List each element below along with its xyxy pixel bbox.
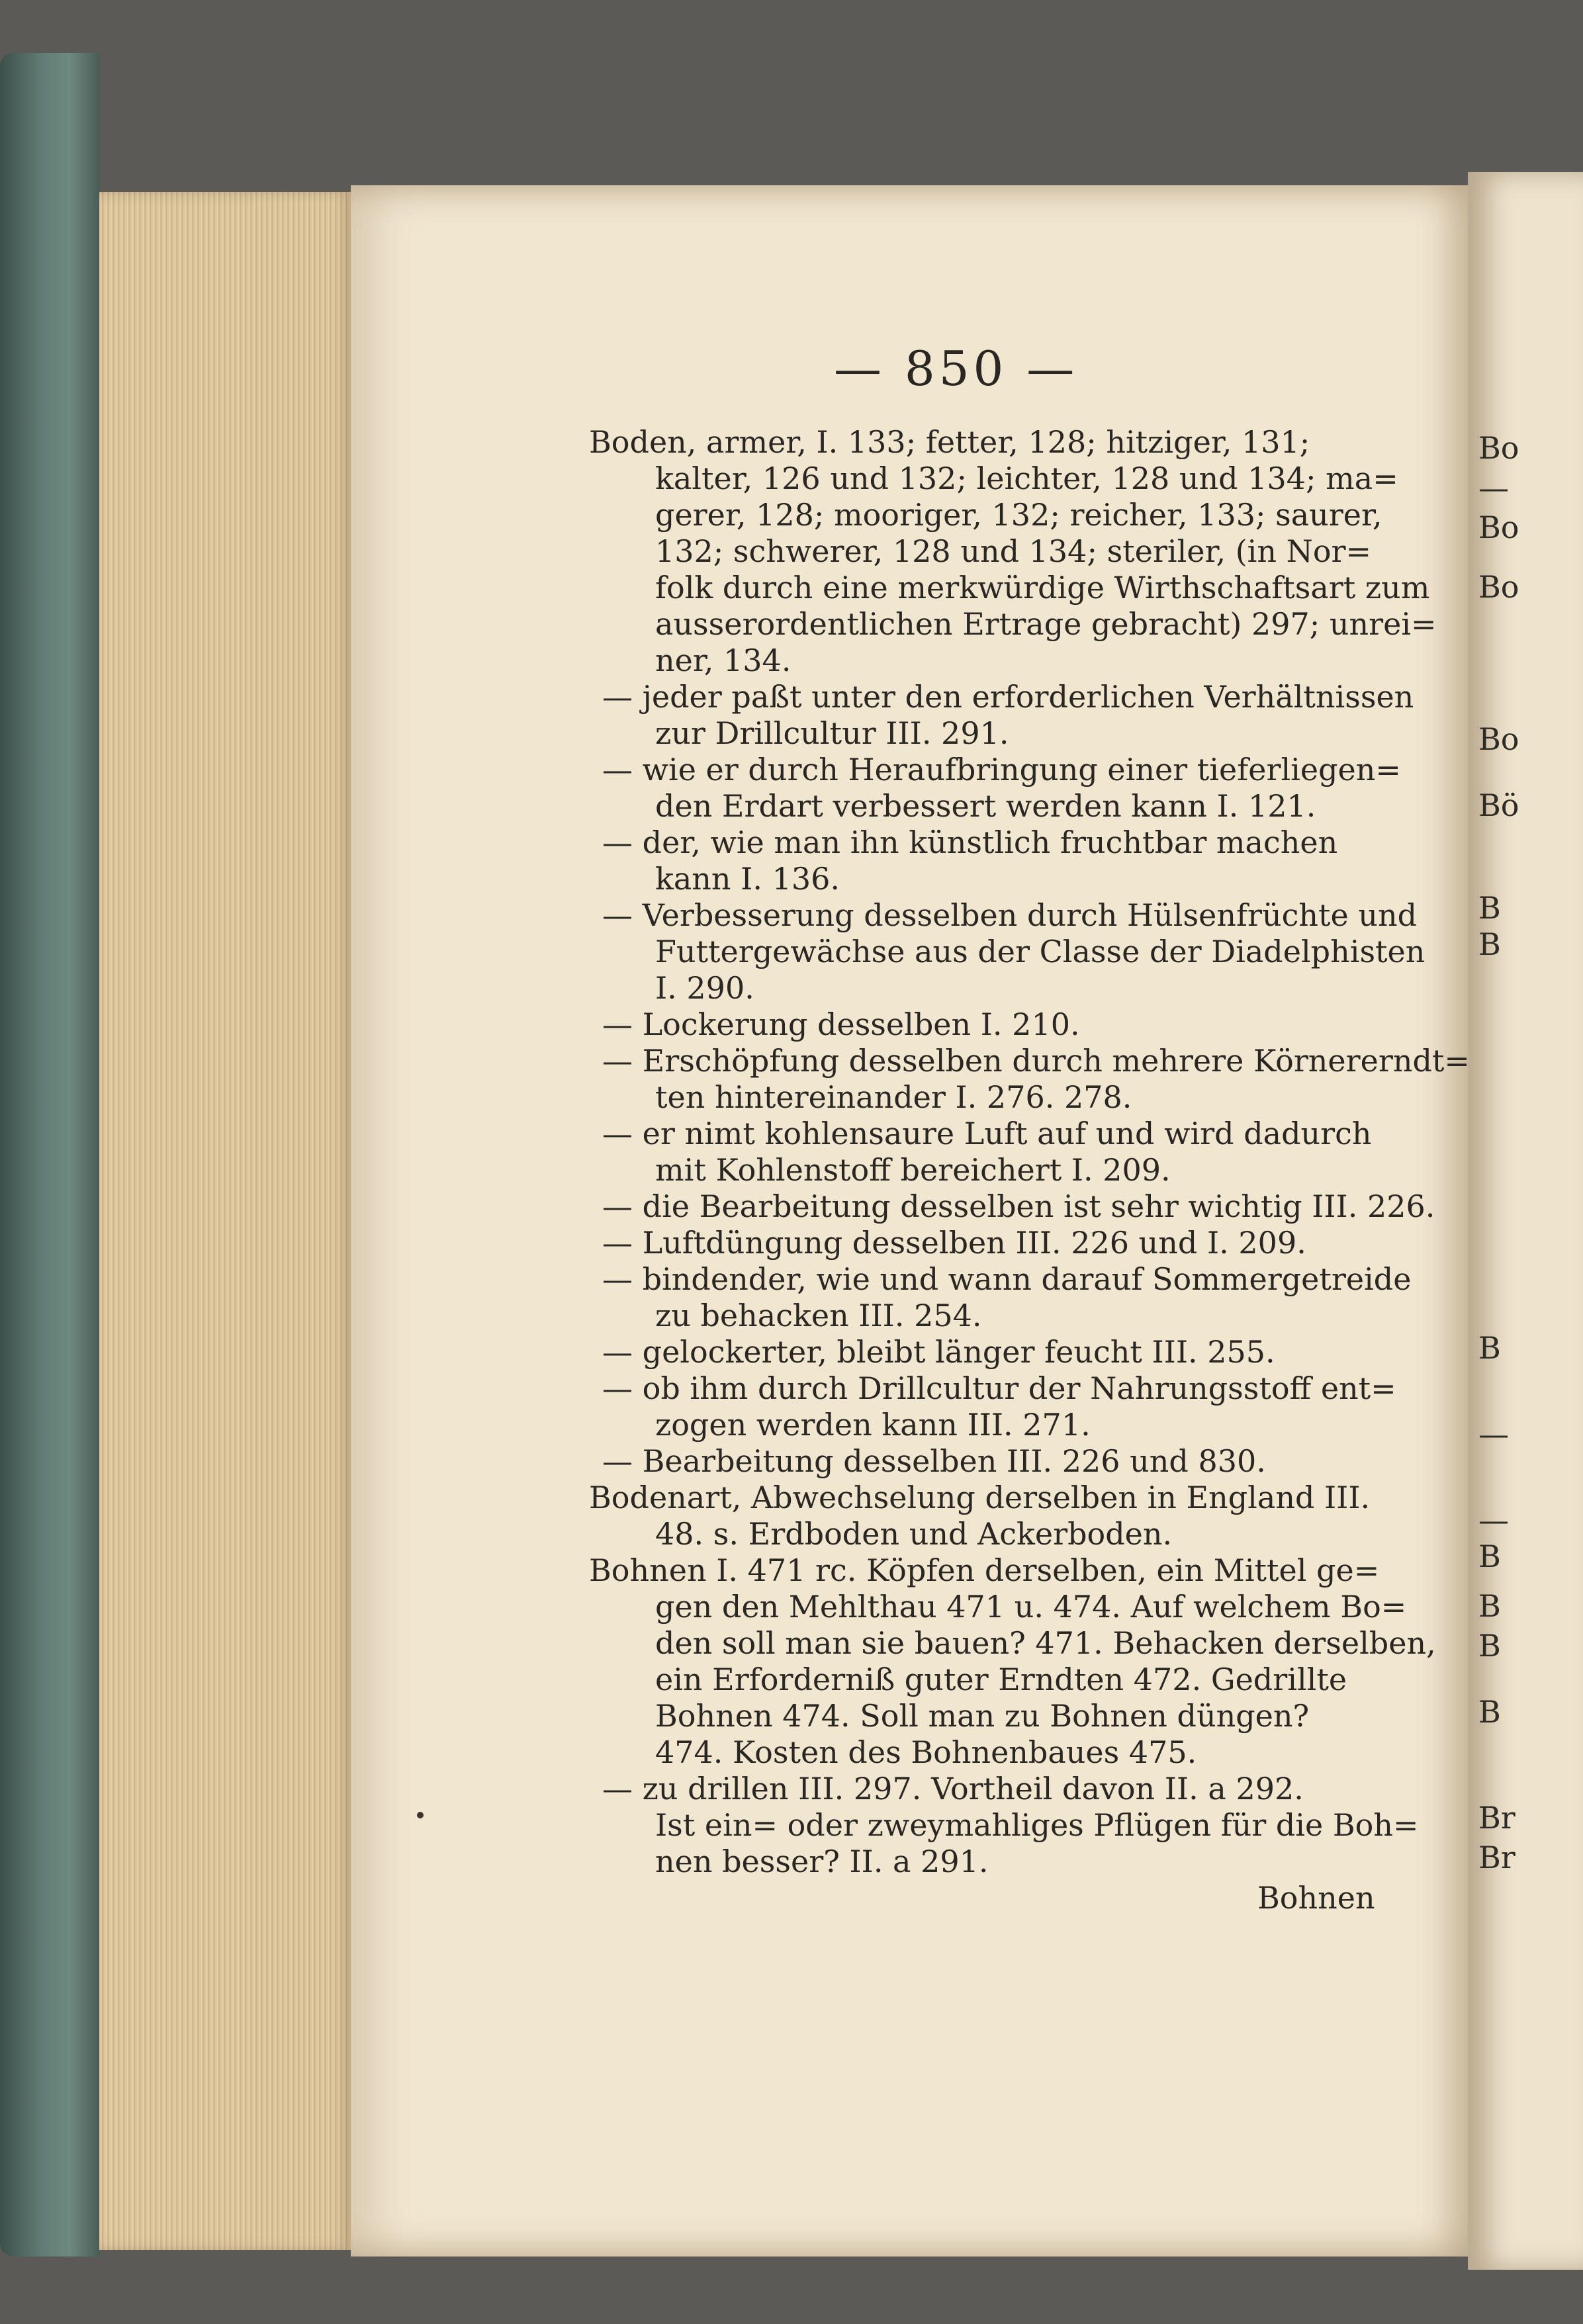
- text-line: gen den Mehlthau 471 u. 474. Auf welchem Bo=: [655, 1589, 1407, 1625]
- text-line: zu behacken III. 254.: [655, 1298, 982, 1333]
- facing-line: —: [1478, 1416, 1509, 1452]
- text-line: — bindender, wie und wann darauf Sommergetreide: [602, 1261, 1412, 1297]
- facing-line: —: [1478, 470, 1509, 506]
- text-line: — Lockerung desselben I. 210.: [602, 1006, 1080, 1042]
- text-line: kalter, 126 und 132; leichter, 128 und 134; ma=: [655, 461, 1398, 496]
- text-line: Futtergewächse aus der Classe der Diadelphisten: [655, 934, 1425, 969]
- facing-line: Bo: [1478, 721, 1519, 757]
- text-line: 132; schwerer, 128 und 134; steriler, (in Nor=: [655, 533, 1372, 569]
- text-line: ten hintereinander I. 276. 278.: [655, 1079, 1132, 1115]
- text-line: ein Erforderniß guter Erndten 472. Gedrillte: [655, 1662, 1347, 1697]
- facing-line: B: [1478, 890, 1501, 926]
- text-line: — der, wie man ihn künstlich fruchtbar machen: [602, 825, 1338, 860]
- facing-page: [1468, 172, 1583, 2270]
- text-line: — ob ihm durch Drillcultur der Nahrungsstoff ent=: [602, 1370, 1396, 1406]
- ink-spot: [417, 1812, 424, 1818]
- text-line: ner, 134.: [655, 643, 792, 678]
- facing-line: B: [1478, 1588, 1501, 1624]
- text-line: Bodenart, Abwechselung derselben in England III.: [589, 1480, 1371, 1515]
- text-line: zogen werden kann III. 271.: [655, 1407, 1091, 1443]
- facing-line: B: [1478, 1628, 1501, 1664]
- text-line: den Erdart verbessert werden kann I. 121.: [655, 788, 1316, 824]
- text-line: 48. s. Erdboden und Ackerboden.: [655, 1516, 1173, 1552]
- text-line: folk durch eine merkwürdige Wirthschaftsart zum: [655, 570, 1430, 605]
- text-line: — Bearbeitung desselben III. 226 und 830.: [602, 1443, 1266, 1479]
- text-line: — zu drillen III. 297. Vortheil davon II. a 292.: [602, 1771, 1304, 1807]
- facing-line: Br: [1478, 1800, 1515, 1836]
- text-line: Bohnen 474. Soll man zu Bohnen düngen?: [655, 1698, 1310, 1734]
- page-edges: [99, 192, 351, 2250]
- text-line: — die Bearbeitung desselben ist sehr wichtig III. 226.: [602, 1188, 1435, 1224]
- text-line: gerer, 128; mooriger, 132; reicher, 133; saurer,: [655, 497, 1382, 533]
- facing-line: —: [1478, 1502, 1509, 1538]
- facing-line: Bo: [1478, 569, 1519, 605]
- facing-line: B: [1478, 1330, 1501, 1366]
- text-line: 474. Kosten des Bohnenbaues 475.: [655, 1734, 1197, 1770]
- text-line: Ist ein= oder zweymahliges Pflügen für die Boh=: [655, 1807, 1419, 1843]
- book-spine: [0, 53, 99, 2257]
- text-line: — gelockerter, bleibt länger feucht III. 255.: [602, 1334, 1275, 1370]
- text-line: nen besser? II. a 291.: [655, 1844, 989, 1879]
- text-line: ausserordentlichen Ertrage gebracht) 297; unrei=: [655, 606, 1437, 642]
- text-line: den soll man sie bauen? 471. Behacken derselben,: [655, 1625, 1436, 1661]
- facing-line: Bo: [1478, 430, 1519, 466]
- facing-line: B: [1478, 1694, 1501, 1730]
- facing-line: Bö: [1478, 787, 1519, 823]
- facing-line: B: [1478, 926, 1501, 962]
- text-line: — Erschöpfung desselben durch mehrere Körnererndt=: [602, 1043, 1470, 1079]
- text-line: kann I. 136.: [655, 861, 840, 897]
- text-line: — wie er durch Heraufbringung einer tieferliegen=: [602, 752, 1401, 787]
- catchword: Bohnen: [1257, 1880, 1375, 1916]
- text-line: — jeder paßt unter den erforderlichen Verhältnissen: [602, 679, 1414, 715]
- text-line: — er nimt kohlensaure Luft auf und wird dadurch: [602, 1116, 1372, 1151]
- text-line: Bohnen I. 471 rc. Köpfen derselben, ein Mittel ge=: [589, 1552, 1380, 1588]
- text-line: I. 290.: [655, 970, 754, 1006]
- text-line: mit Kohlenstoff bereichert I. 209.: [655, 1152, 1171, 1188]
- facing-line: Bo: [1478, 510, 1519, 545]
- text-line: Boden, armer, I. 133; fetter, 128; hitziger, 131;: [589, 424, 1310, 460]
- text-line: — Luftdüngung desselben III. 226 und I. 209.: [602, 1225, 1306, 1261]
- page-number: — 850 —: [834, 341, 1079, 396]
- facing-line: Br: [1478, 1840, 1515, 1875]
- text-line: — Verbesserung desselben durch Hülsenfrüchte und: [602, 897, 1418, 933]
- facing-line: B: [1478, 1539, 1501, 1574]
- text-line: zur Drillcultur III. 291.: [655, 715, 1009, 751]
